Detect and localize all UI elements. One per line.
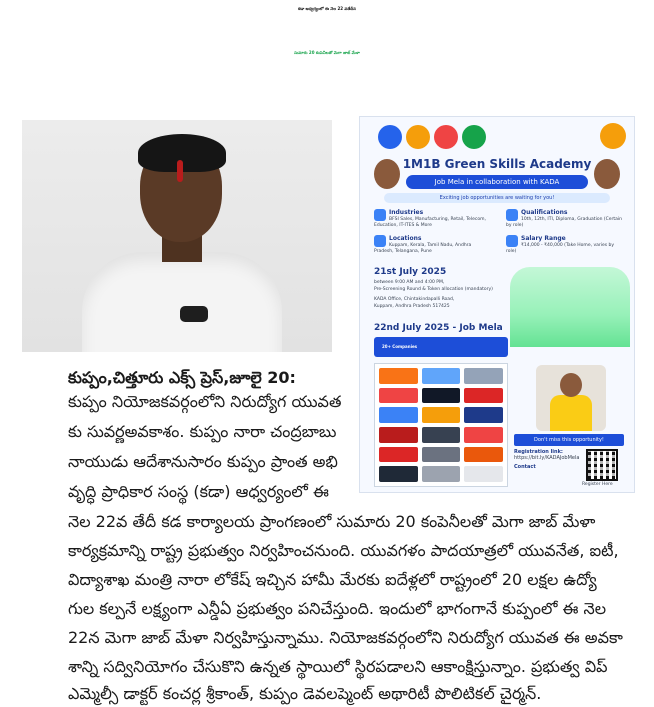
company-logo (464, 407, 503, 423)
registration-label: Registration link: (514, 449, 563, 455)
article-line: ఎమ్మెల్సీ డాక్టర్ కంచర్ల శ్రీకాంత్, కుప్పం డెవలప్మెంట్ అథారిటీ పొలిటికల్ చైర్మన్. (68, 684, 542, 703)
photo-tilak (177, 160, 183, 182)
leader-photo-right (594, 159, 620, 189)
job-mela-poster (359, 116, 635, 493)
headline-line-1: కడా ఆధ్వర్యంలో ఈ నెల 22 వతేదీన (298, 6, 356, 11)
company-logo (464, 427, 503, 443)
poster-date-2: 22nd July 2025 - Job Mela (374, 323, 503, 333)
green-city-illustration (510, 267, 630, 347)
worker-photo (536, 365, 606, 431)
photo-shirt (82, 252, 282, 352)
poster-date-1: 21st July 2025 (374, 267, 447, 277)
company-logo (422, 407, 461, 423)
companies-banner: 20+ Companies (374, 337, 508, 357)
registration-info (514, 449, 584, 470)
info-qualifications (506, 209, 624, 231)
company-logo (379, 466, 418, 482)
poster-date1-line: Kuppam, Andhra Pradesh 517425 (374, 304, 450, 309)
poster-tagline: Exciting job opportunities are waiting for you! (384, 193, 610, 203)
poster-date1-line: KADA Office, Chintakindapalli Road, (374, 297, 455, 302)
company-logo (464, 368, 503, 384)
info-label: Qualifications (521, 209, 568, 216)
contact-label: Contact (514, 464, 536, 470)
registration-link: https://bit.ly/KADAJobMela (514, 455, 580, 461)
graduation-icon (506, 209, 518, 221)
microphone-icon (180, 306, 208, 322)
party-logo-icon (406, 125, 430, 149)
info-text: ₹14,000 - ₹40,000 (Take Home, varies by role) (506, 243, 615, 254)
partner-logo-icon (600, 123, 626, 149)
article-line: గుల కల్పనే లక్ష్యంగా ఎన్డీఏ ప్రభుత్వం పనిచేస్తుంది. ఇందులో భాగంగానే కుప్పంలో ఈ నెల (68, 599, 607, 618)
company-logo (464, 388, 503, 404)
article-dateline: కుప్పం,చిత్తూరు ఎక్స్ ప్రెస్,జూలై 20: (68, 368, 296, 387)
kada-logo-icon (434, 125, 458, 149)
register-here-label: Register Here (582, 482, 613, 487)
article-line: కు సువర్ణఅవకాశం. కుప్పం నారా చంద్రబాబు (68, 422, 337, 441)
leader-photo-left (374, 159, 400, 189)
article-line: కుప్పం నియోజకవర్గంలోని నిరుద్యోగ యువత (68, 392, 342, 411)
company-logo (422, 447, 461, 463)
article-line: 22న మెగా జాబ్ మేళా నిర్వహిస్తున్నాము. నియోజకవర్గంలోని నిరుద్యోగ యువత ఈ అవకా (68, 628, 623, 647)
poster-date1-line: between 9:00 AM and 4:00 PM, (374, 280, 445, 285)
company-logo (379, 368, 418, 384)
academy-logo-icon (462, 125, 486, 149)
info-industries (374, 209, 492, 231)
article-line: విద్యాశాఖ మంత్రి నారా లోకేష్ ఇచ్చిన హామీ మేరకు ఐదేళ్లలో రాష్ట్రంలో 20 లక్షల ఉద్యో (68, 570, 597, 589)
poster-title: 1M1B Green Skills Academy (402, 157, 592, 171)
info-locations (374, 235, 492, 257)
company-logo-grid (374, 363, 508, 487)
company-logo (464, 466, 503, 482)
poster-subtitle: Job Mela in collaboration with KADA (406, 175, 588, 189)
headline-line-2: సుమారు 20 కంపెనీలతో మెగా జాబ్ మేళా (294, 50, 360, 55)
company-logo (422, 466, 461, 482)
article-line: కార్యక్రమాన్ని రాష్ట్ర ప్రభుత్వం నిర్వహించనుంది. యువగళం పాదయాత్రలో యువనేత, ఐటీ, (68, 541, 619, 560)
factory-icon (374, 209, 386, 221)
article-line: నెల 22వ తేదీ కడ కార్యాలయ ప్రాంగణంలో సుమారు 20 కంపెనీలతో మెగా జాబ్ మేళా (68, 512, 596, 531)
location-icon (374, 235, 386, 247)
govt-logo-icon (378, 125, 402, 149)
dont-miss-banner: Don't miss this opportunity! (514, 434, 624, 446)
article-line: నాయుడు ఆదేశానుసారం కుప్పం ప్రాంత అభి (68, 452, 338, 471)
poster-logos (378, 125, 490, 153)
info-text: 10th, 12th, ITI, Diploma, Graduation (Certain by role) (506, 217, 622, 228)
info-text: BFSI Sales, Manufacturing, Retail, Telecom, Education, IT-ITES & More (374, 217, 486, 228)
poster-date1-line: Pre-Screening Round & Token allocation (mandatory) (374, 287, 493, 292)
speaker-photo (22, 120, 332, 352)
company-logo (422, 368, 461, 384)
info-label: Salary Range (521, 235, 566, 242)
company-logo (379, 447, 418, 463)
info-label: Locations (389, 235, 422, 242)
company-logo (379, 427, 418, 443)
company-logo (422, 388, 461, 404)
article-line: వృద్ధి ప్రాధికార సంస్థ (కడా) ఆధ్వర్యంలో ఈ (68, 482, 329, 501)
company-logo (422, 427, 461, 443)
company-logo (379, 407, 418, 423)
company-logo (379, 388, 418, 404)
info-label: Industries (389, 209, 424, 216)
company-logo (464, 447, 503, 463)
qr-code-icon (586, 449, 618, 481)
info-text: Kuppam, Kerala, Tamil Nadu, Andhra Pradesh, Telangana, Pune (374, 243, 472, 254)
info-salary (506, 235, 624, 257)
salary-icon (506, 235, 518, 247)
article-line: శాన్ని సద్వినియోగం చేసుకొని ఉన్నత స్థాయిలో స్థిరపడాలని ఆకాంక్షిస్తున్నాం. ప్రభుత్వ విప్ (68, 657, 608, 676)
